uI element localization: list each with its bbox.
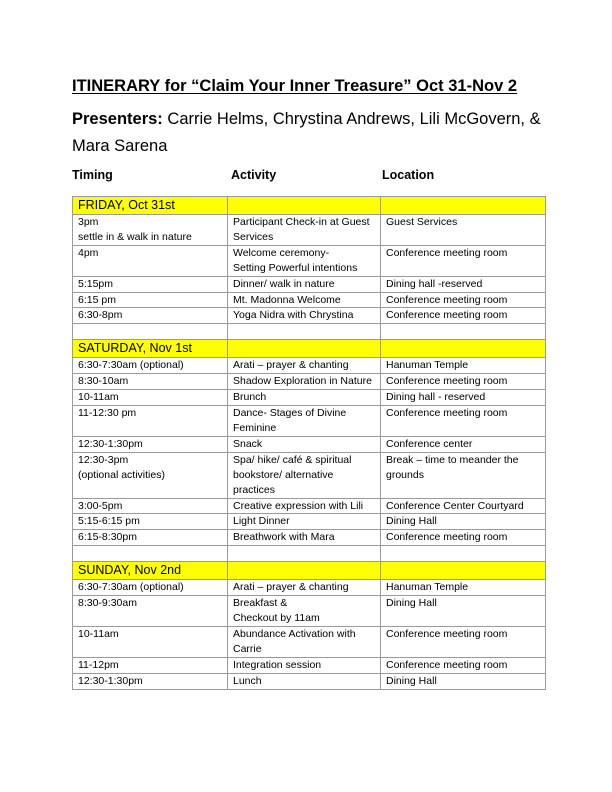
- schedule-row: [73, 530, 546, 546]
- timing-cell: 6:15-8:30pm: [73, 530, 228, 546]
- location-cell: Dining Hall: [381, 673, 546, 689]
- timing-cell: 4pm: [73, 245, 228, 276]
- timing-cell: 6:30-8pm: [73, 308, 228, 324]
- schedule-row: [73, 276, 546, 292]
- schedule-row: [73, 292, 546, 308]
- day-heading: SATURDAY, Nov 1st: [73, 340, 228, 358]
- activity-cell: Welcome ceremony- Setting Powerful intentions: [228, 245, 381, 276]
- activity-cell: Abundance Activation with Carrie: [228, 626, 381, 657]
- activity-cell: Snack: [228, 436, 381, 452]
- day-heading: SUNDAY, Nov 2nd: [73, 562, 228, 580]
- activity-cell: Yoga Nidra with Chrystina: [228, 308, 381, 324]
- presenters-line: [72, 106, 542, 160]
- itinerary-table: [72, 196, 546, 690]
- day-header-row: [73, 197, 546, 215]
- location-cell: Conference meeting room: [381, 530, 546, 546]
- schedule-row: [73, 245, 546, 276]
- timing-cell: 11-12pm: [73, 657, 228, 673]
- schedule-row: [73, 514, 546, 530]
- itinerary-title: ITINERARY for “Claim Your Inner Treasure” Oct 31-Nov 2: [72, 77, 518, 95]
- activity-cell: Participant Check-in at Guest Services: [228, 215, 381, 246]
- location-cell: Conference meeting room: [381, 308, 546, 324]
- schedule-row: [73, 580, 546, 596]
- spacer-cell: [73, 546, 228, 562]
- spacer-cell: [381, 546, 546, 562]
- spacer-cell: [228, 324, 381, 340]
- location-cell: Dining Hall: [381, 596, 546, 627]
- timing-cell: 8:30-9:30am: [73, 596, 228, 627]
- activity-cell: Lunch: [228, 673, 381, 689]
- timing-cell: 12:30-1:30pm: [73, 436, 228, 452]
- day-header-row: [73, 340, 546, 358]
- location-cell: Conference meeting room: [381, 626, 546, 657]
- location-cell: Conference meeting room: [381, 292, 546, 308]
- schedule-row: [73, 374, 546, 390]
- activity-cell: Shadow Exploration in Nature: [228, 374, 381, 390]
- schedule-row: [73, 673, 546, 689]
- spacer-cell: [381, 324, 546, 340]
- day-heading: FRIDAY, Oct 31st: [73, 197, 228, 215]
- schedule-row: [73, 626, 546, 657]
- location-cell: Break – time to meander the grounds: [381, 452, 546, 498]
- day-heading-empty-cell: [228, 197, 381, 215]
- location-cell: Conference meeting room: [381, 657, 546, 673]
- day-heading-empty-cell: [381, 197, 546, 215]
- column-header-location: Location: [382, 168, 435, 182]
- location-cell: Dining hall -reserved: [381, 276, 546, 292]
- timing-cell: 5:15-6:15 pm: [73, 514, 228, 530]
- activity-cell: Creative expression with Lili: [228, 498, 381, 514]
- location-cell: Hanuman Temple: [381, 358, 546, 374]
- day-heading-empty-cell: [228, 340, 381, 358]
- schedule-row: [73, 215, 546, 246]
- schedule-row: [73, 657, 546, 673]
- activity-cell: Brunch: [228, 390, 381, 406]
- schedule-row: [73, 498, 546, 514]
- activity-cell: Arati – prayer & chanting: [228, 580, 381, 596]
- location-cell: Conference meeting room: [381, 245, 546, 276]
- schedule-row: [73, 436, 546, 452]
- column-header-timing: Timing: [72, 168, 113, 182]
- timing-cell: 10-11am: [73, 390, 228, 406]
- activity-cell: Mt. Madonna Welcome: [228, 292, 381, 308]
- location-cell: Dining Hall: [381, 514, 546, 530]
- location-cell: Conference Center Courtyard: [381, 498, 546, 514]
- timing-cell: 6:30-7:30am (optional): [73, 358, 228, 374]
- activity-cell: Dance- Stages of Divine Feminine: [228, 406, 381, 437]
- timing-cell: 5:15pm: [73, 276, 228, 292]
- day-heading-empty-cell: [381, 340, 546, 358]
- schedule-row: [73, 390, 546, 406]
- location-cell: Conference meeting room: [381, 374, 546, 390]
- schedule-row: [73, 406, 546, 437]
- day-heading-empty-cell: [381, 562, 546, 580]
- day-header-row: [73, 562, 546, 580]
- activity-cell: Breathwork with Mara: [228, 530, 381, 546]
- activity-cell: Dinner/ walk in nature: [228, 276, 381, 292]
- schedule-row: [73, 452, 546, 498]
- itinerary-table-body: [73, 197, 546, 690]
- spacer-row: [73, 546, 546, 562]
- activity-cell: Spa/ hike/ café & spiritual bookstore/ alternative practices: [228, 452, 381, 498]
- location-cell: Guest Services: [381, 215, 546, 246]
- location-cell: Conference center: [381, 436, 546, 452]
- timing-cell: 12:30-1:30pm: [73, 673, 228, 689]
- schedule-row: [73, 308, 546, 324]
- timing-cell: 11-12:30 pm: [73, 406, 228, 437]
- activity-cell: Arati – prayer & chanting: [228, 358, 381, 374]
- presenters-label: Presenters:: [72, 110, 163, 128]
- location-cell: Dining hall - reserved: [381, 390, 546, 406]
- timing-cell: 6:15 pm: [73, 292, 228, 308]
- location-cell: Hanuman Temple: [381, 580, 546, 596]
- day-heading-empty-cell: [228, 562, 381, 580]
- activity-cell: Integration session: [228, 657, 381, 673]
- timing-cell: 12:30-3pm (optional activities): [73, 452, 228, 498]
- schedule-row: [73, 596, 546, 627]
- spacer-row: [73, 324, 546, 340]
- activity-cell: Light Dinner: [228, 514, 381, 530]
- spacer-cell: [73, 324, 228, 340]
- spacer-cell: [228, 546, 381, 562]
- timing-cell: 8:30-10am: [73, 374, 228, 390]
- activity-cell: Breakfast & Checkout by 11am: [228, 596, 381, 627]
- timing-cell: 6:30-7:30am (optional): [73, 580, 228, 596]
- location-cell: Conference meeting room: [381, 406, 546, 437]
- schedule-row: [73, 358, 546, 374]
- presenters-names: Carrie Helms, Chrystina Andrews, Lili McGovern, & Mara Sarena: [72, 110, 541, 155]
- timing-cell: 3pm settle in & walk in nature: [73, 215, 228, 246]
- column-header-activity: Activity: [231, 168, 277, 182]
- timing-cell: 3:00-5pm: [73, 498, 228, 514]
- timing-cell: 10-11am: [73, 626, 228, 657]
